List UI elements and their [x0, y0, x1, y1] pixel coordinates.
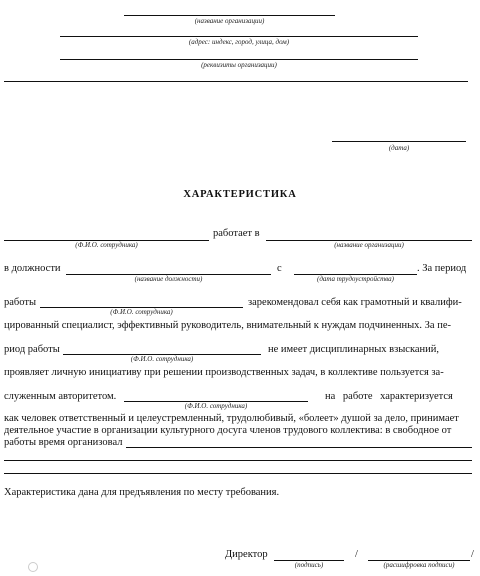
corner-mark	[28, 562, 38, 572]
body-line-8: как человек ответственный и целеустремленный, трудолюбивый, «болеет» душой за дело, принимает	[4, 413, 459, 424]
hire-date-caption: (дата трудоустройства)	[317, 275, 394, 283]
period-of-work-text: риод работы	[4, 344, 60, 355]
signature-slash: /	[355, 549, 358, 560]
org-name-line[interactable]	[124, 15, 335, 16]
fio-caption-4: (Ф.И.О. сотрудника)	[184, 402, 248, 410]
body-line-4: цированный специалист, эффективный руководитель, внимательный к нуждам подчиненных. За пе-	[4, 320, 451, 331]
no-penalties-text: не имеет дисциплинарных взысканий,	[268, 344, 440, 355]
details-line[interactable]	[60, 59, 418, 60]
fio-caption-1: (Ф.И.О. сотрудника)	[75, 241, 138, 249]
director-label: Директор	[225, 549, 268, 560]
signature-slash-end: /	[471, 549, 474, 560]
details-caption: (реквизиты организации)	[201, 61, 277, 69]
date-caption: (дата)	[388, 144, 410, 152]
blank-line-2[interactable]	[4, 473, 472, 474]
document-title: ХАРАКТЕРИСТИКА	[183, 189, 297, 200]
org-caption: (название организации)	[334, 241, 404, 249]
position-caption: (название должности)	[134, 275, 203, 283]
header-divider	[4, 81, 468, 82]
position-text: в должности	[4, 263, 61, 274]
organized-text: работы время организовал	[4, 437, 123, 448]
date-line[interactable]	[332, 141, 466, 142]
decode-caption: (расшифровка подписи)	[383, 561, 455, 569]
recommended-text: зарекомендовал себя как грамотный и квалифи-	[248, 297, 462, 308]
since-text: с	[277, 263, 282, 274]
footer-note: Характеристика дана для предъявления по месту требования.	[4, 487, 280, 498]
works-at-text: работает в	[213, 228, 260, 239]
body-line-6: проявляет личную инициативу при решении производственных задач, в коллективе пользуется за-	[4, 367, 444, 378]
body-line-9: деятельное участие в организации культурного досуга членов трудового коллектива: в свободное от	[4, 425, 452, 436]
fio-caption-2: (Ф.И.О. сотрудника)	[110, 308, 173, 316]
signature-caption: (подпись)	[294, 561, 324, 569]
at-work-text: на работе характеризуется	[325, 391, 453, 402]
address-caption: (адрес: индекс, город, улица, дом)	[188, 38, 290, 46]
organized-field[interactable]	[126, 447, 472, 448]
org-name-caption: (название организации)	[194, 17, 265, 25]
period-text: . За период	[417, 263, 467, 274]
address-line[interactable]	[60, 36, 418, 37]
blank-line-1[interactable]	[4, 460, 472, 461]
work-text: работы	[4, 297, 37, 308]
fio-caption-3: (Ф.И.О. сотрудника)	[130, 355, 194, 363]
authority-text: служенным авторитетом.	[4, 391, 117, 402]
